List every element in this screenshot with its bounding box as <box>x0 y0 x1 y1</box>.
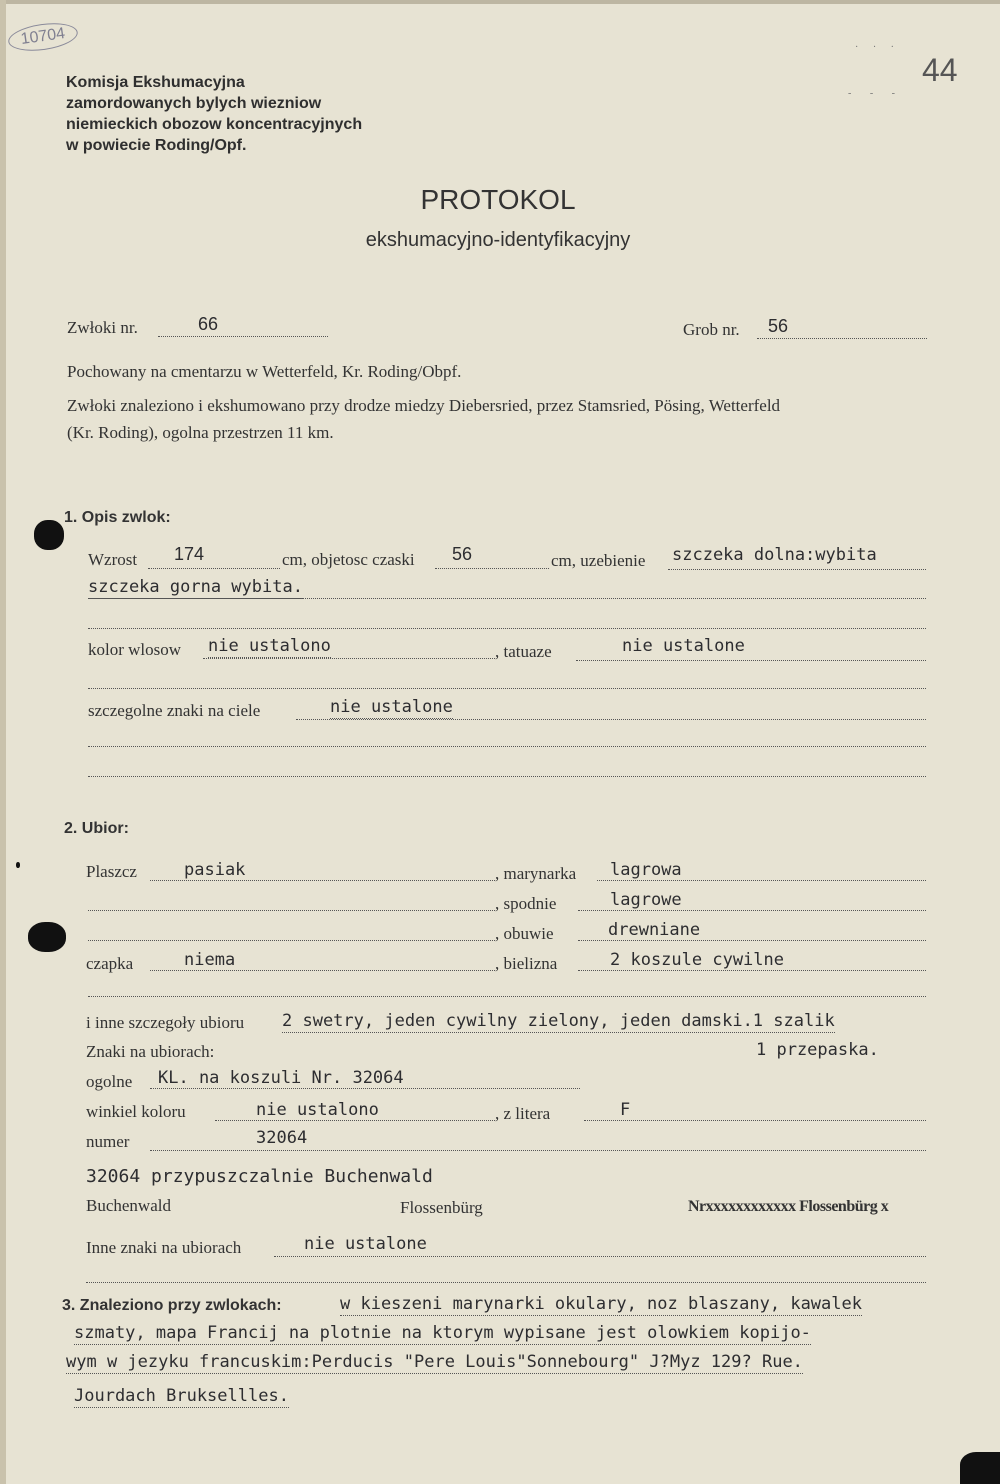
cap-value: niema <box>184 950 236 970</box>
number-note: 32064 przypuszczalnie Buchenwald <box>86 1166 433 1187</box>
shoes-label: , obuwie <box>495 924 554 943</box>
section2-heading: 2. Ubior: <box>64 820 129 837</box>
number-label: numer <box>86 1132 130 1151</box>
found-items-line3: wym w jezyku francuskim:Perducis "Pere Louis"Sonnebourg" J?Myz 129? Rue. <box>66 1352 803 1372</box>
found-location-line1: Zwłoki znaleziono i ekshumowano przy drodze miedzy Diebersried, przez Stamsried, Pösing, Wetterfeld <box>67 396 781 415</box>
number-value: 32064 <box>256 1128 308 1148</box>
camp-option-buchenwald: Buchenwald <box>86 1196 171 1215</box>
fill-line <box>86 1282 926 1283</box>
found-items-line2: szmaty, mapa Francij na plotnie na ktorym wypisane jest olowkiem kopijo- <box>74 1323 811 1343</box>
trousers-label: , spodnie <box>495 894 557 913</box>
ink-blot <box>960 1452 1000 1484</box>
underwear-label: , bielizna <box>495 954 558 973</box>
height-value: 174 <box>174 544 205 564</box>
body-marks-label: szczegolne znaki na ciele <box>88 701 261 720</box>
commission-line: zamordowanych bylych wiezniow <box>66 95 322 112</box>
burial-place: Pochowany na cmentarzu w Wetterfeld, Kr. Roding/Obpf. <box>67 362 462 381</box>
fill-line <box>578 970 926 971</box>
body-marks-value: nie ustalone <box>330 697 453 717</box>
grave-number-value: 56 <box>768 316 789 336</box>
fill-line <box>148 568 280 569</box>
section3-heading: 3. Znaleziono przy zwlokach: <box>62 1297 282 1314</box>
pencil-mark: - - - <box>848 88 903 99</box>
camp-option-flossenburg: Flossenbürg <box>400 1198 483 1217</box>
skull-value: 56 <box>452 544 473 564</box>
skull-label: cm, objetosc czaski <box>282 550 415 569</box>
fill-line <box>150 970 495 971</box>
found-items-line1: w kieszeni marynarki okulary, noz blaszany, kawalek <box>340 1294 862 1314</box>
camp-option-struck: Nrxxxxxxxxxxxx Flossenbürg x <box>688 1198 889 1215</box>
grave-number-label: Grob nr. <box>683 320 740 339</box>
cap-label: czapka <box>86 954 134 973</box>
archive-stamp: 10704 <box>7 19 80 54</box>
tattoo-value: nie ustalone <box>622 636 745 656</box>
teeth-label: cm, uzebienie <box>551 551 646 570</box>
scan-edge-top <box>0 0 1000 4</box>
other-clothing-marks-value: nie ustalone <box>304 1234 427 1254</box>
general-marks-value: KL. na koszuli Nr. 32064 <box>158 1068 404 1088</box>
fill-line <box>88 910 495 911</box>
section1-heading: 1. Opis zwlok: <box>64 509 171 526</box>
jacket-label: , marynarka <box>495 864 577 883</box>
shoes-value: drewniane <box>608 920 701 940</box>
teeth-value-1: szczeka dolna:wybita <box>672 545 877 565</box>
fill-line <box>150 1088 580 1089</box>
triangle-color-label: winkiel koloru <box>86 1102 186 1121</box>
scan-edge-left <box>0 0 6 1484</box>
found-location-line2: (Kr. Roding), ogolna przestrzen 11 km. <box>67 423 334 442</box>
teeth-value-2: szczeka gorna wybita. <box>88 577 303 597</box>
fill-line <box>668 569 926 570</box>
fill-line <box>150 880 495 881</box>
fill-line <box>215 1120 495 1121</box>
other-clothing-label: i inne szczegoły ubioru <box>86 1013 245 1032</box>
commission-header <box>66 72 362 156</box>
fill-line <box>88 598 926 599</box>
clothing-marks-extra: 1 przepaska. <box>756 1040 879 1060</box>
commission-line: w powiecie Roding/Opf. <box>66 137 247 154</box>
found-items-line4: Jourdach Bruksellles. <box>74 1386 289 1406</box>
fill-line <box>88 746 926 747</box>
fill-line <box>203 658 495 659</box>
triangle-color-value: nie ustalono <box>256 1100 379 1120</box>
hair-color-value: nie ustalono <box>208 636 331 656</box>
document-subtitle: ekshumacyjno-identyfikacyjny <box>365 229 631 251</box>
fill-line <box>274 1256 926 1257</box>
fill-line <box>757 338 927 339</box>
fill-line <box>88 776 926 777</box>
fill-line <box>296 719 926 720</box>
letter-label: , z litera <box>495 1104 551 1123</box>
ink-blot <box>28 922 66 952</box>
fill-line <box>584 1120 926 1121</box>
hair-color-label: kolor wlosow <box>88 640 182 659</box>
document-title: PROTOKOL <box>420 184 576 215</box>
jacket-value: lagrowa <box>610 860 682 880</box>
fill-line <box>158 336 328 337</box>
body-number-label: Zwłoki nr. <box>67 318 138 337</box>
fill-line <box>576 660 926 661</box>
fill-line <box>88 940 495 941</box>
letter-value: F <box>620 1100 631 1120</box>
fill-line <box>88 628 926 629</box>
trousers-value: lagrowe <box>610 890 682 910</box>
commission-line: niemieckich obozow koncentracyjnych <box>66 116 363 133</box>
fill-line <box>578 940 926 941</box>
clothing-marks-label: Znaki na ubiorach: <box>86 1042 215 1061</box>
ink-blot <box>34 520 64 550</box>
pencil-mark: · · · <box>855 42 900 53</box>
height-label: Wzrost <box>88 550 138 569</box>
fill-line <box>88 996 926 997</box>
other-clothing-marks-label: Inne znaki na ubiorach <box>86 1238 242 1257</box>
fill-line <box>88 688 926 689</box>
coat-label: Plaszcz <box>86 862 137 881</box>
fill-line <box>150 1150 926 1151</box>
body-number-value: 66 <box>198 314 219 334</box>
fill-line <box>435 568 549 569</box>
ink-speck <box>16 862 20 868</box>
general-marks-label: ogolne <box>86 1072 133 1091</box>
fill-line <box>597 880 926 881</box>
commission-line: Komisja Ekshumacyjna <box>66 74 245 91</box>
underwear-value: 2 koszule cywilne <box>610 950 784 970</box>
page-number: 44 <box>922 52 958 88</box>
coat-value: pasiak <box>184 860 246 880</box>
fill-line <box>578 910 926 911</box>
tattoo-label: , tatuaze <box>495 642 552 661</box>
other-clothing-value: 2 swetry, jeden cywilny zielony, jeden damski.1 szalik <box>282 1011 835 1031</box>
